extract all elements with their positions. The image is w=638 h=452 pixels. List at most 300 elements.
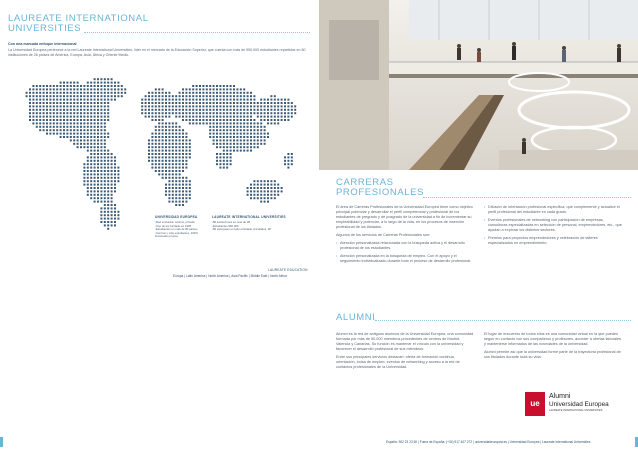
- map-dot: [80, 119, 82, 121]
- map-dot: [291, 105, 293, 107]
- map-dot: [100, 133, 102, 135]
- map-dot: [53, 88, 55, 90]
- map-dot: [26, 95, 28, 97]
- map-dot: [209, 133, 211, 135]
- map-dot: [83, 133, 85, 135]
- map-dot: [155, 126, 157, 128]
- map-dot: [267, 180, 269, 182]
- map-dot: [216, 156, 218, 158]
- map-dot: [100, 88, 102, 90]
- map-dot: [158, 136, 160, 138]
- map-dot: [107, 133, 109, 135]
- map-dot: [46, 133, 48, 135]
- map-dot: [189, 112, 191, 114]
- map-dot: [196, 95, 198, 97]
- map-dot: [73, 82, 75, 84]
- map-dot: [94, 136, 96, 138]
- map-dot: [83, 92, 85, 94]
- map-dot: [226, 133, 228, 135]
- map-dot: [185, 177, 187, 179]
- map-dot: [243, 139, 245, 141]
- map-dot: [233, 109, 235, 111]
- map-dot: [267, 122, 269, 124]
- map-dot: [270, 197, 272, 199]
- region-label: Asia Pacific: [231, 274, 248, 278]
- map-dot: [185, 133, 187, 135]
- map-dot: [70, 122, 72, 124]
- map-dot: [226, 156, 228, 158]
- map-dot: [277, 105, 279, 107]
- map-dot: [277, 194, 279, 196]
- map-dot: [100, 177, 102, 179]
- map-dot: [250, 109, 252, 111]
- map-dot: [49, 109, 51, 111]
- map-dot: [226, 85, 228, 87]
- map-dot: [260, 136, 262, 138]
- map-dot: [250, 194, 252, 196]
- map-dot: [260, 112, 262, 114]
- map-dot: [36, 95, 38, 97]
- map-dot: [189, 184, 191, 186]
- map-dot: [39, 88, 41, 90]
- map-dot: [162, 88, 164, 90]
- map-dot: [199, 119, 201, 121]
- map-dot: [179, 102, 181, 104]
- map-dot: [94, 133, 96, 135]
- map-dot: [87, 173, 89, 175]
- map-dot: [60, 119, 62, 121]
- map-dot: [189, 139, 191, 141]
- map-dot: [182, 160, 184, 162]
- map-dot: [165, 194, 167, 196]
- map-dot: [104, 214, 106, 216]
- map-dot: [168, 92, 170, 94]
- map-dot: [247, 92, 249, 94]
- map-dot: [43, 99, 45, 101]
- map-dot: [77, 122, 79, 124]
- map-dot: [206, 112, 208, 114]
- map-dot: [226, 112, 228, 114]
- map-dot: [117, 92, 119, 94]
- map-dot: [253, 190, 255, 192]
- map-dot: [97, 150, 99, 152]
- map-dot: [192, 122, 194, 124]
- map-dot: [46, 88, 48, 90]
- map-dot: [240, 133, 242, 135]
- map-dot: [111, 173, 113, 175]
- map-dot: [97, 180, 99, 182]
- map-dot: [216, 146, 218, 148]
- alumni-paragraph: El lugar de encuentro de todos ellos es una comunidad virtual en la que pueden seguir en contacto con sus compañeros y profesores, acceder a ofertas laborales y mantenerse informados de las novedades de la universidad.: [484, 332, 621, 346]
- map-dot: [250, 119, 252, 121]
- map-dot: [233, 139, 235, 141]
- map-dot: [83, 136, 85, 138]
- map-dot: [104, 146, 106, 148]
- map-dot: [213, 126, 215, 128]
- map-dot: [90, 160, 92, 162]
- map-dot: [192, 119, 194, 121]
- map-dot: [46, 99, 48, 101]
- map-dot: [247, 105, 249, 107]
- map-dot: [114, 207, 116, 209]
- map-dot: [100, 190, 102, 192]
- map-dot: [111, 211, 113, 213]
- map-dot: [185, 153, 187, 155]
- map-dot: [70, 82, 72, 84]
- map-dot: [83, 170, 85, 172]
- map-dot: [97, 122, 99, 124]
- map-dot: [94, 173, 96, 175]
- map-dot: [168, 190, 170, 192]
- map-dot: [274, 99, 276, 101]
- map-dot: [83, 139, 85, 141]
- map-dot: [172, 180, 174, 182]
- map-dot: [97, 95, 99, 97]
- map-dot: [253, 129, 255, 131]
- map-dot: [223, 99, 225, 101]
- intro-text: La Universidad Europea pertenece a la red Laureate International Universities, líder en el mercado de la Educación Superior, que cuenta con más de 950.000 estudiantes repartidos en 80 instituciones de 28 países de América, Europa, Asia, África y Oriente Medio.: [8, 48, 306, 57]
- map-dot: [97, 184, 99, 186]
- map-dot: [66, 105, 68, 107]
- map-dot: [287, 119, 289, 121]
- map-dot: [49, 126, 51, 128]
- map-dot: [175, 99, 177, 101]
- map-dot: [172, 95, 174, 97]
- map-dot: [56, 133, 58, 135]
- map-dot: [36, 126, 38, 128]
- map-dot: [90, 119, 92, 121]
- map-dot: [189, 150, 191, 152]
- map-dot: [185, 105, 187, 107]
- map-dot: [213, 112, 215, 114]
- map-dot: [182, 102, 184, 104]
- map-dot: [230, 160, 232, 162]
- map-dot: [274, 119, 276, 121]
- map-dot: [172, 156, 174, 158]
- map-dot: [155, 170, 157, 172]
- map-dot: [179, 153, 181, 155]
- map-dot: [230, 109, 232, 111]
- map-dot: [267, 184, 269, 186]
- map-dot: [267, 109, 269, 111]
- map-dot: [223, 167, 225, 169]
- map-dot: [243, 150, 245, 152]
- map-dot: [155, 92, 157, 94]
- map-dot: [274, 190, 276, 192]
- map-dot: [104, 126, 106, 128]
- map-dot: [104, 173, 106, 175]
- map-dot: [165, 126, 167, 128]
- map-dot: [94, 126, 96, 128]
- map-dot: [267, 119, 269, 121]
- map-dot: [100, 122, 102, 124]
- map-dot: [94, 163, 96, 165]
- map-dot: [32, 95, 34, 97]
- map-dot: [87, 119, 89, 121]
- map-dot: [219, 139, 221, 141]
- map-dot: [94, 184, 96, 186]
- map-dot: [155, 119, 157, 121]
- map-dot: [281, 112, 283, 114]
- map-dot: [107, 78, 109, 80]
- map-dot: [243, 146, 245, 148]
- map-dot: [213, 139, 215, 141]
- map-dot: [165, 177, 167, 179]
- map-dot: [233, 99, 235, 101]
- map-dot: [107, 92, 109, 94]
- map-dot: [274, 105, 276, 107]
- map-dot: [151, 99, 153, 101]
- alumni-title: ALUMNI: [336, 312, 376, 323]
- map-dot: [253, 95, 255, 97]
- map-dot: [179, 143, 181, 145]
- map-dot: [182, 180, 184, 182]
- map-dot: [291, 160, 293, 162]
- carreras-item: • Premios para proyectos emprendedores y celebración de talleres especializados en emprendimiento.: [484, 236, 622, 246]
- map-dot: [80, 105, 82, 107]
- map-dot: [209, 102, 211, 104]
- map-dot: [114, 163, 116, 165]
- map-dot: [107, 150, 109, 152]
- map-dot: [148, 160, 150, 162]
- map-dot: [175, 160, 177, 162]
- map-dot: [43, 85, 45, 87]
- map-dot: [97, 129, 99, 131]
- map-dot: [53, 99, 55, 101]
- map-dot: [270, 122, 272, 124]
- map-dot: [56, 102, 58, 104]
- map-dot: [70, 119, 72, 121]
- map-dot: [155, 112, 157, 114]
- map-dot: [264, 197, 266, 199]
- map-dot: [277, 116, 279, 118]
- map-dot: [165, 187, 167, 189]
- map-dot: [175, 201, 177, 203]
- map-dot: [87, 126, 89, 128]
- map-dot: [206, 88, 208, 90]
- map-dot: [260, 109, 262, 111]
- map-dot: [158, 119, 160, 121]
- map-dot: [97, 197, 99, 199]
- map-dot: [114, 95, 116, 97]
- map-dot: [216, 116, 218, 118]
- map-dot: [226, 109, 228, 111]
- map-dot: [77, 139, 79, 141]
- map-dot: [60, 136, 62, 138]
- map-dot: [94, 122, 96, 124]
- map-dot: [100, 85, 102, 87]
- map-dot: [230, 146, 232, 148]
- map-dot: [230, 85, 232, 87]
- map-dot: [36, 116, 38, 118]
- map-dot: [199, 99, 201, 101]
- map-dot: [199, 92, 201, 94]
- map-dot: [151, 139, 153, 141]
- map-dot: [185, 184, 187, 186]
- map-dot: [162, 163, 164, 165]
- map-dot: [114, 92, 116, 94]
- map-dot: [87, 102, 89, 104]
- map-dot: [202, 102, 204, 104]
- map-dot: [73, 133, 75, 135]
- map-dot: [189, 122, 191, 124]
- map-dot: [32, 105, 34, 107]
- map-dot: [233, 146, 235, 148]
- map-dot: [107, 228, 109, 230]
- map-dot: [182, 153, 184, 155]
- map-dot: [77, 136, 79, 138]
- map-dot: [97, 85, 99, 87]
- map-dot: [114, 184, 116, 186]
- map-dot: [107, 177, 109, 179]
- map-dot: [196, 119, 198, 121]
- map-dot: [192, 105, 194, 107]
- map-dot: [219, 92, 221, 94]
- map-dot: [60, 122, 62, 124]
- map-dot: [46, 112, 48, 114]
- map-dot: [111, 194, 113, 196]
- map-dot: [66, 112, 68, 114]
- map-dot: [94, 177, 96, 179]
- map-dot: [104, 153, 106, 155]
- map-dot: [206, 122, 208, 124]
- map-dot: [172, 163, 174, 165]
- map-dot: [226, 116, 228, 118]
- map-dot: [158, 116, 160, 118]
- map-dot: [162, 99, 164, 101]
- ue-box-title: UNIVERSIDAD EUROPEA: [155, 215, 198, 219]
- map-dot: [165, 150, 167, 152]
- map-dot: [216, 105, 218, 107]
- map-dot: [192, 102, 194, 104]
- map-dot: [179, 194, 181, 196]
- map-dot: [179, 160, 181, 162]
- map-dot: [87, 112, 89, 114]
- map-dot: [247, 99, 249, 101]
- map-dot: [175, 116, 177, 118]
- map-dot: [247, 126, 249, 128]
- map-dot: [267, 112, 269, 114]
- map-dot: [87, 136, 89, 138]
- map-dot: [168, 187, 170, 189]
- map-dot: [158, 95, 160, 97]
- map-dot: [114, 170, 116, 172]
- map-dot: [151, 167, 153, 169]
- map-dot: [216, 122, 218, 124]
- map-dot: [216, 133, 218, 135]
- map-dot: [264, 184, 266, 186]
- map-dot: [80, 95, 82, 97]
- map-dot: [39, 102, 41, 104]
- map-dot: [97, 119, 99, 121]
- map-dot: [104, 129, 106, 131]
- map-dot: [162, 136, 164, 138]
- map-dot: [264, 105, 266, 107]
- map-dot: [185, 112, 187, 114]
- map-dot: [175, 163, 177, 165]
- map-dot: [257, 187, 259, 189]
- map-dot: [100, 82, 102, 84]
- map-dot: [148, 99, 150, 101]
- map-dot: [219, 156, 221, 158]
- map-dot: [202, 105, 204, 107]
- map-dot: [107, 187, 109, 189]
- map-dot: [104, 139, 106, 141]
- map-dot: [277, 184, 279, 186]
- map-dot: [104, 170, 106, 172]
- map-dot: [253, 136, 255, 138]
- map-dot: [83, 180, 85, 182]
- map-dot: [155, 156, 157, 158]
- map-dot: [117, 167, 119, 169]
- map-dot: [111, 224, 113, 226]
- map-dot: [223, 129, 225, 131]
- map-dot: [70, 112, 72, 114]
- map-dot: [192, 109, 194, 111]
- map-dot: [77, 143, 79, 145]
- region-label: Latin America: [186, 274, 206, 278]
- map-dot: [36, 109, 38, 111]
- map-dot: [87, 177, 89, 179]
- carreras-title: CARRERAS PROFESIONALES: [336, 177, 425, 198]
- map-dot: [270, 105, 272, 107]
- map-dot: [168, 156, 170, 158]
- map-dot: [56, 99, 58, 101]
- map-dot: [97, 177, 99, 179]
- map-dot: [291, 116, 293, 118]
- map-dot: [182, 139, 184, 141]
- map-dot: [100, 92, 102, 94]
- map-dot: [209, 85, 211, 87]
- map-dot: [219, 143, 221, 145]
- map-dot: [168, 95, 170, 97]
- map-dot: [175, 126, 177, 128]
- map-dot: [243, 95, 245, 97]
- map-dot: [270, 119, 272, 121]
- map-dot: [236, 112, 238, 114]
- map-dot: [287, 99, 289, 101]
- map-dot: [223, 143, 225, 145]
- map-dot: [90, 167, 92, 169]
- map-dot: [104, 95, 106, 97]
- map-dot: [182, 190, 184, 192]
- map-dot: [287, 105, 289, 107]
- map-dot: [216, 139, 218, 141]
- map-dot: [77, 146, 79, 148]
- map-dot: [56, 116, 58, 118]
- map-dot: [60, 126, 62, 128]
- map-dot: [148, 95, 150, 97]
- map-dot: [281, 190, 283, 192]
- map-dot: [223, 160, 225, 162]
- map-dot: [168, 102, 170, 104]
- map-dot: [281, 187, 283, 189]
- map-dot: [63, 133, 65, 135]
- map-dot: [60, 92, 62, 94]
- map-dot: [219, 88, 221, 90]
- map-dot: [230, 99, 232, 101]
- map-dot: [287, 156, 289, 158]
- map-dot: [107, 112, 109, 114]
- map-dot: [175, 167, 177, 169]
- map-dot: [162, 126, 164, 128]
- map-dot: [185, 167, 187, 169]
- map-dot: [56, 105, 58, 107]
- map-dot: [209, 88, 211, 90]
- map-dot: [60, 95, 62, 97]
- map-dot: [100, 170, 102, 172]
- map-dot: [182, 129, 184, 131]
